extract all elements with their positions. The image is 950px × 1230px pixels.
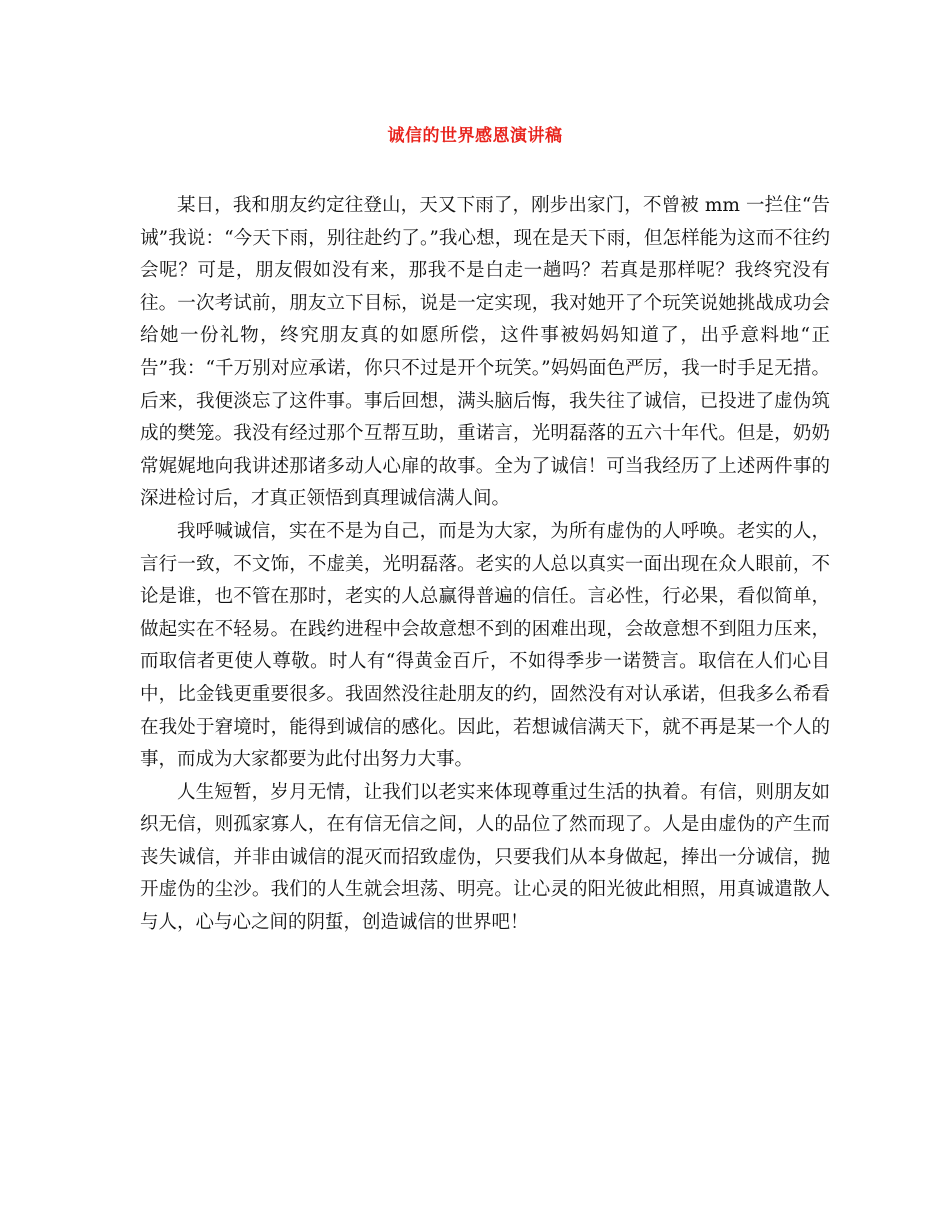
- paragraph-1: 某日，我和朋友约定往登山，天又下雨了，刚步出家门，不曾被 mm 一拦住“告诫”我说：“今天下雨，别往赴约了。”我心想，现在是天下雨，但怎样能为这而不往约会呢？可是，朋友假如没有来，那我不是白走一趟吗？若真是那样呢？我终究没有往。一次考试前，朋友立下目标，说是一定实现，我对她开了个玩笑说她挑战成功会给她一份礼物，终究朋友真的如愿所偿，这件事被妈妈知道了，出乎意料地“正告”我：“千万别对应承诺，你只不过是开个玩笑。”妈妈面色严厉，我一时手足无措。后来，我便淡忘了这件事。事后回想，满头脑后悔，我失往了诚信，已投进了虚伪筑成的樊笼。我没有经过那个互帮互助，重诺言，光明磊落的五六十年代。但是，奶奶常娓娓地向我讲述那诸多动人心扉的故事。全为了诚信！可当我经历了上述两件事的深进检讨后，才真正领悟到真理诚信满人间。: [140, 195, 830, 510]
- document-body: [140, 190, 830, 940]
- paragraph-3: 人生短暂，岁月无情，让我们以老实来体现尊重过生活的执着。有信，则朋友如织无信，则孤家寡人，在有信无信之间，人的品位了然而现了。人是由虚伪的产生而丧失诚信，并非由诚信的混灭而招致虚伪，只要我们从本身做起，捧出一分诚信，抛开虚伪的尘沙。我们的人生就会坦荡、明亮。让心灵的阳光彼此相照，用真诚遣散人与人，心与心之间的阴蜇，创造诚信的世界吧！: [140, 781, 830, 934]
- document-title: 诚信的世界感恩演讲稿: [387, 126, 563, 146]
- paragraph-2: 我呼喊诚信，实在不是为自己，而是为大家，为所有虚伪的人呼唤。老实的人，言行一致，不文饰，不虚美，光明磊落。老实的人总以真实一面出现在众人眼前，不论是谁，也不管在那时，老实的人总赢得普遍的信任。言必性，行必果，看似简单，做起实在不轻易。在践约进程中会故意想不到的困难出现，会故意想不到阻力压来，而取信者更使人尊敬。时人有“得黄金百斤，不如得季步一诺赞言。取信在人们心目中，比金钱更重要很多。我固然没往赴朋友的约，固然没有对认承诺，但我多么希看在我处于窘境时，能得到诚信的感化。因此，若想诚信满天下，就不再是某一个人的事，而成为大家都要为此付出努力大事。: [140, 520, 830, 771]
